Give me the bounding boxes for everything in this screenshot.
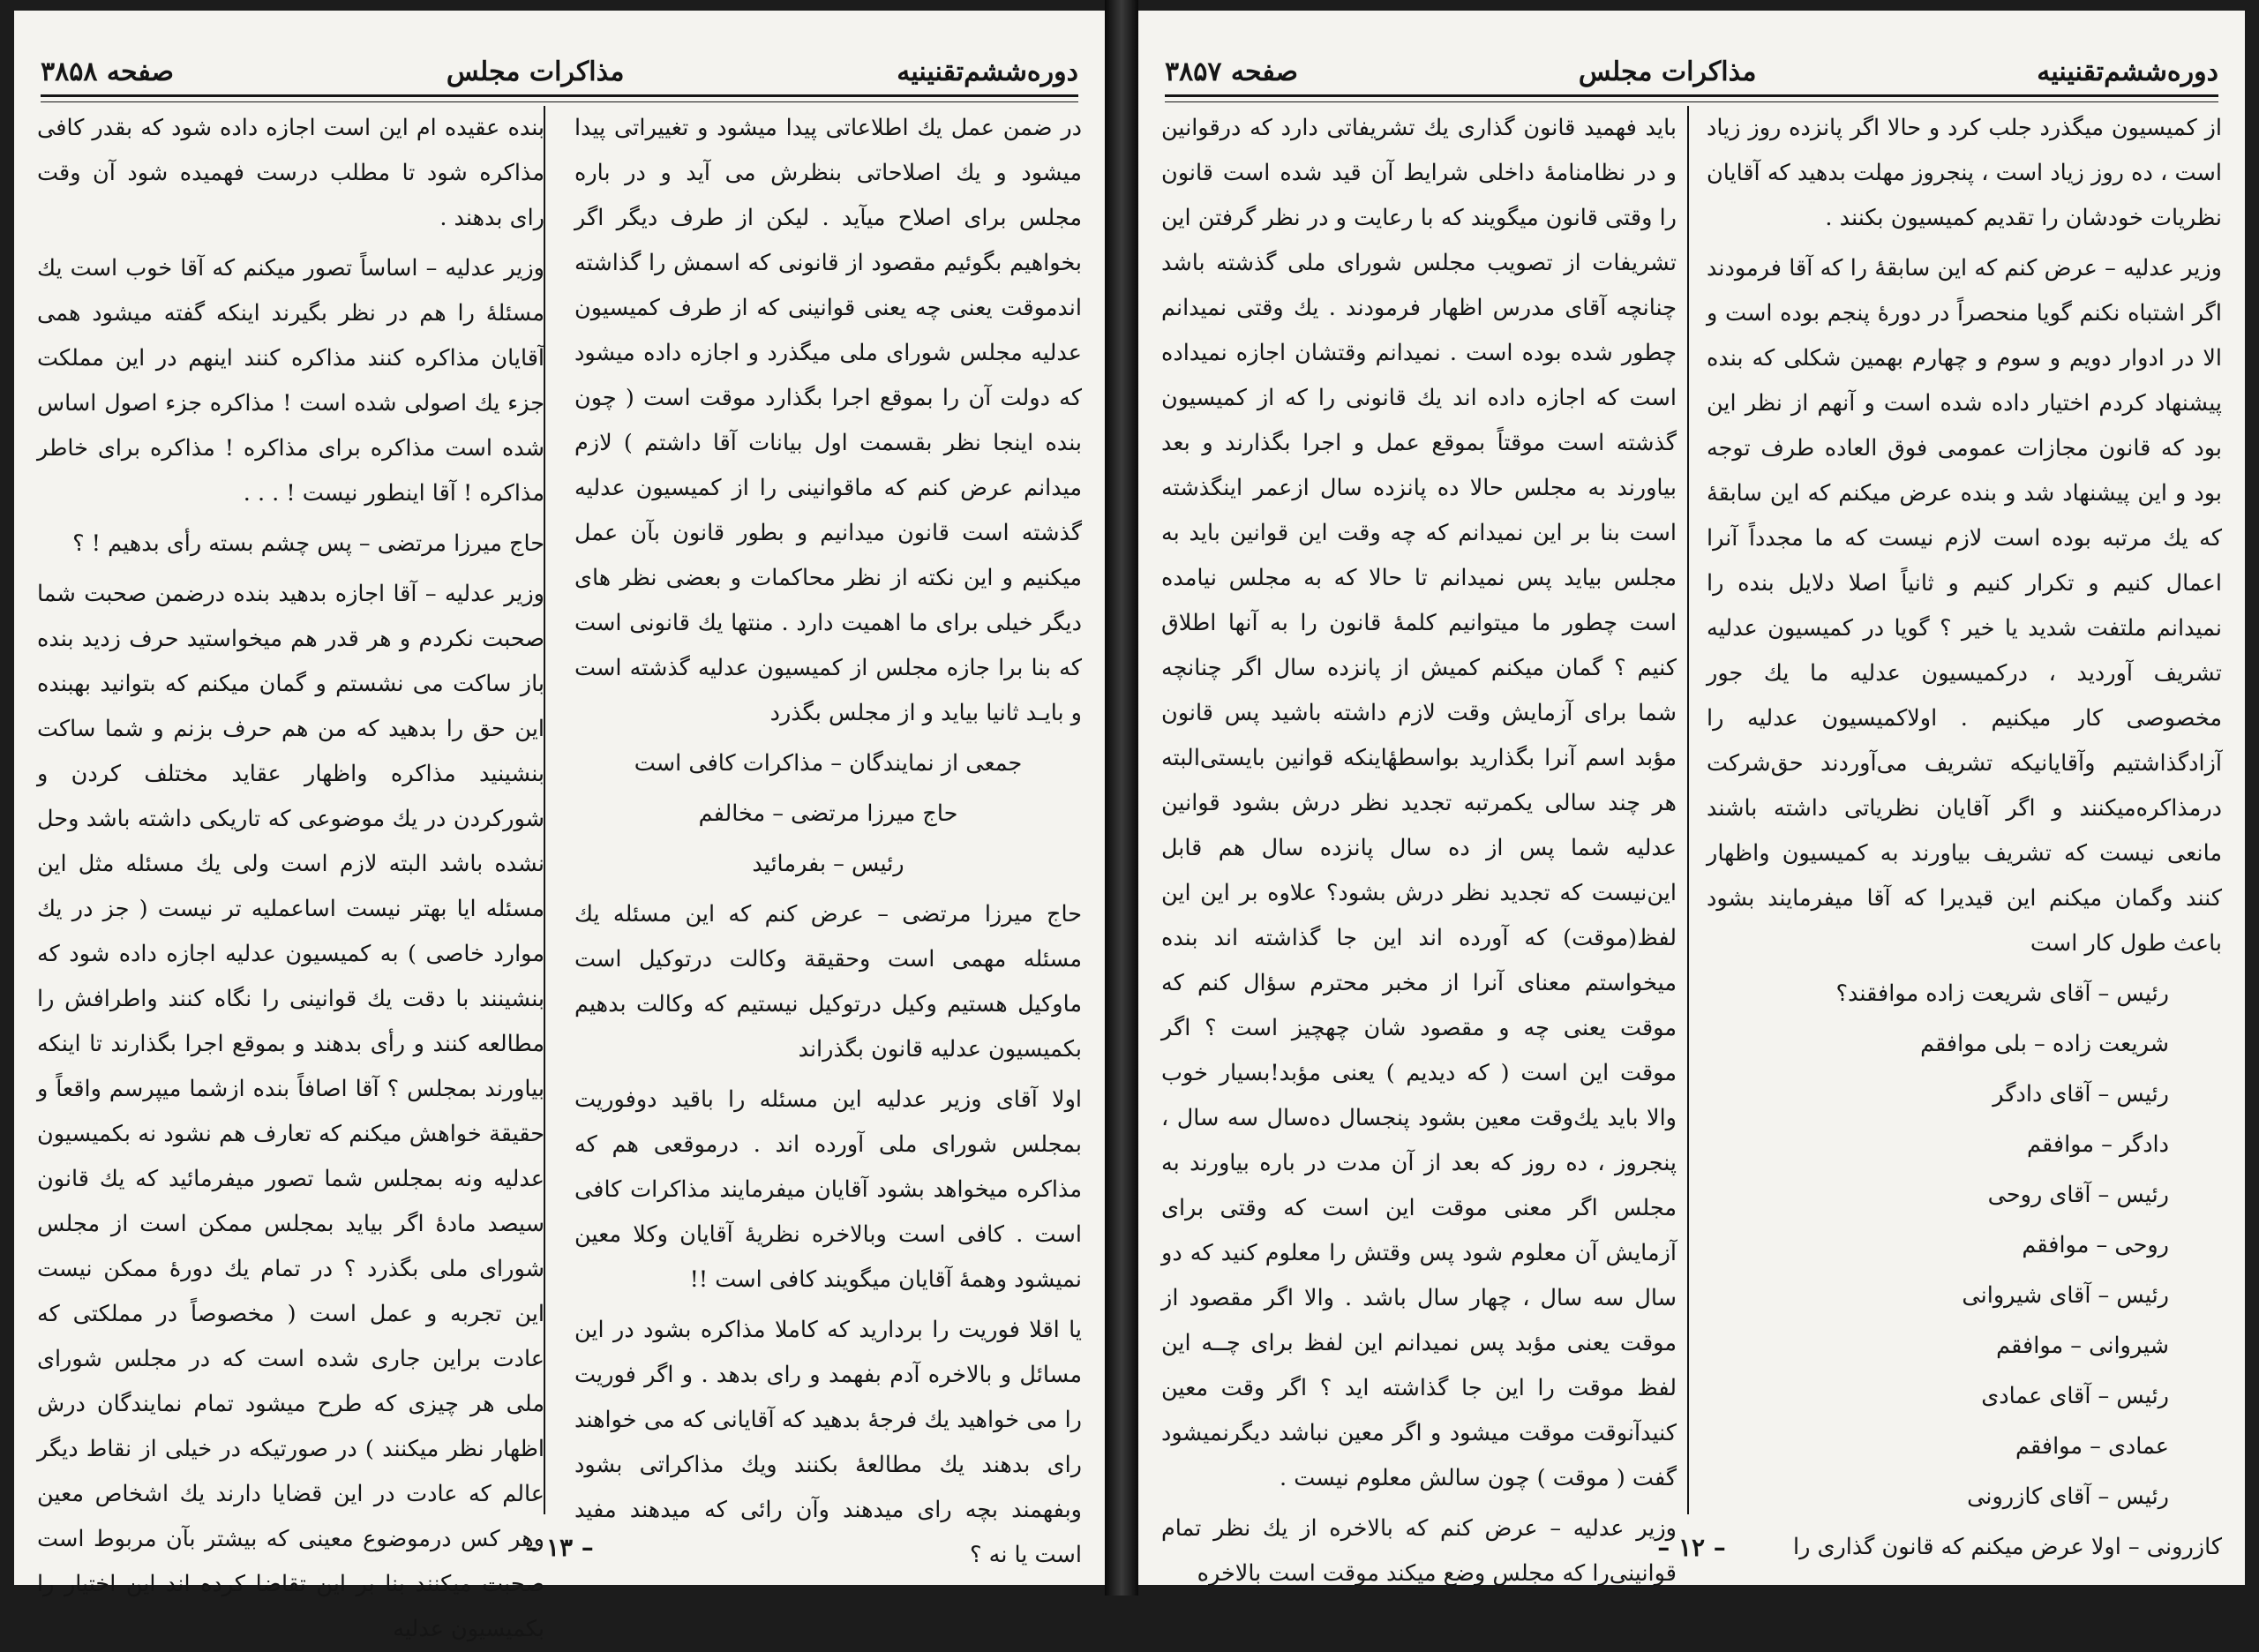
header-rule-thin [1165, 101, 2218, 102]
vote-line: رئیس – آقای شریعت زاده موافقند؟ [1835, 980, 2169, 1007]
vote-line: رئیس – آقای کازرونی [1967, 1483, 2169, 1510]
book-gutter [1105, 0, 1138, 1596]
page-number: صفحه ۳۸۵۷ [1165, 56, 1298, 87]
paragraph: اولا آقای وزیر عدلیه این مسئله را باقید دوفوریت بمجلس شورای ملی آورده اند . درموقعی هم که مذاکره میخواهد بشود آقایان میفرمایند مذاکرات کافی است . کافی است وبالاخره نظریهٔ آقایان وکلا معین نمیشود وهمهٔ آقایان میگویند کافی است !! [574, 1086, 1082, 1293]
paragraph: وزیر عدلیه – عرض کنم که بالاخره از یك نظر تمام قوانینی‌را که مجلس وضع میکند موقت است بالاخره [1161, 1515, 1677, 1587]
paragraph: از کمیسیون میگذرد جلب کرد و حالا اگر پانزده روز زیاد است ، ده روز زیاد است ، پنجروز مهلت بدهید که آقایان نظریات خودشان را تقدیم کمیسیون بکنند . [1707, 115, 2222, 231]
paragraph: حاج میرزا مرتضی – پس چشم بسته رأی بدهیم ! ؟ [72, 530, 544, 557]
right-page [1138, 11, 2245, 1585]
paragraph: حاج میرزا مرتضی – عرض کنم که این مسئله یك مسئله مهمی است وحقیقة وکالت درتوکیل است ماوکیل هستیم وکیل درتوکیل نیستیم که وکالت بدهیم بکمیسیون عدلیه قانون بگذراند [574, 901, 1082, 1063]
paragraph: وزیر عدلیه – عرض کنم که این سابقهٔ را که آقا فرمودند اگر اشتباه نکنم گویا منحصراً در دورهٔ پنجم بوده است و الا در ادوار دویم و سوم و چهارم بهمین شکلی که بنده پیشنهاد کردم اختیار داده شده است و آنهم از نظر این بود که قانون مجازات عمومی فوق العاده طرف توجه بود و این پیشنهاد شد و بنده عرض میکنم که این سابقهٔ که یك مرتبه بوده است لازم نیست که ما مجدداً آنرا اعمال کنیم و تکرار کنیم و ثانیاً اصلا دلایل بنده را نمیدانم ملتفت شدید یا خیر ؟ گویا در کمیسیون عدلیه تشریف آوردید ، درکمیسیون عدلیه ما یك جور مخصوصی کار میکنیم . اولاکمیسیون عدلیه را آزادگذاشتیم وآقایانیکه تشریف می‌آوردند حق‌شرکت درمذاکره‌میکنند و اگر آقایان نظریاتی داشته باشند مانعی نیست که تشریف بیاورند به کمیسیون واظهار کنند وگمان میکنم این قیدیرا که آقا میفرمایند بشود باعث طول کار است [1707, 255, 2222, 957]
paragraph: یا اقلا فوریت را بردارید که کاملا مذاکره بشود در این مسائل و بالاخره آدم بفهمد و رای بدهد . و اگر فوریت را می خواهید یك فرجهٔ بدهید که آقایانی که می خواهند رای بدهند یك مطالعهٔ بکنند ویك مذاکراتی بشود وبفهمند بچه رای میدهند وآن رائی که میدهند مفید است یا نه ؟ [574, 1317, 1082, 1568]
page-footer-number: – ۱۲ – [1657, 1533, 1726, 1562]
left-page-header [41, 49, 1078, 94]
left-page [14, 11, 1105, 1642]
paragraph: در ضمن عمل یك اطلاعاتی پیدا میشود و تغییراتی پیدا میشود و یك اصلاحاتی بنظرش می آید و در باره مجلس برای اصلاح میآید . لیکن از طرف دیگر اگر بخواهیم بگوئیم مقصود از قانونی که اسمش را گذاشته اندموقت یعنی چه یعنی قوانینی که از طرف کمیسیون عدلیه مجلس شورای ملی میگذرد و اجازه داده میشود که دولت آن را بموقع اجرا بگذارد موقت است ( چون بنده اینجا نظر بقسمت اول بیانات آقا داشتم ) لازم میدانم عرض کنم که ماقوانینی را از کمیسیون عدلیه گذشته است قانون میدانیم و بطور قانون بآن عمل میکنیم و این نکته از نظر محاکمات و بعضی نظر های دیگر خیلی برای ما اهمیت دارد . منتها یك قانونی است که بنا برا جازه مجلس از کمیسیون عدلیه گذشته است و بایـد ثانیا بیاید و از مجلس بگذرد [574, 115, 1082, 726]
column-left [37, 106, 544, 1642]
page-title: مذاکرات مجلس [446, 56, 625, 87]
session-label: دوره‌ششم‌تقنینیه [897, 56, 1078, 87]
vote-line: شیروانی – موافقم [1996, 1333, 2169, 1359]
column-right [574, 106, 1082, 1568]
vote-line: رئیس – آقای روحی [1987, 1182, 2169, 1208]
paragraph: وزیر عدلیه – آقا اجازه بدهید بنده درضمن صحبت شما صحبت نکردم و هر قدر هم میخواستید حرف زدید بنده باز ساکت می نشستم و گمان میکنم که بتوانید بهبنده این حق را بدهید که من هم حرف بزنم و شما ساکت بنشینید مذاکره واظهار عقاید مختلف کردن و شورکردن در یك موضوعی که تاریکی داشته باشد وحل نشده باشد البته لازم است ولی یك مسئله مثل این مسئله ایا بهتر نیست اساعملیه تر نیست ( جز در یك موارد خاصی ) به کمیسیون عدلیه اجازه داده شود که بنشینند با دقت یك قوانینی را نگاه کنند واطرافش را مطالعه کنند و رأی بدهند و بموقع اجرا بگذارند تا اینکه بیاورند بمجلس ؟ آقا اصافاً بنده ازشما میپرسم واقعاً و حقیقة خواهش میکنم که تعارف هم نشود نه بکمیسیون عدلیه ونه بمجلس شما تصور میفرمائید که یك قانون سیصد مادهٔ اگر بیاید بمجلس ممکن است از مجلس شورای ملی بگذرد ؟ در تمام یك دورهٔ ممکن نیست این تجربه و عمل است ( مخصوصاً در مملکتی که عادت براین جاری شده است که در مجلس شورای ملی هر چیزی که طرح میشود تمام نمایندگان درش اظهار نظر میکنند ) در صورتیکه در خیلی از نقاط دیگر عالم که عادت در این قضایا دارند یك اشخاص معین وهر کس درموضوع معینی که بیشتر بآن مربوط است صحبت میکنند بنا بر این تقاضا کرده اند این اختیار را بکمیسیون عدلیه [37, 581, 544, 1642]
header-rule [41, 94, 1078, 97]
page-number: صفحه ۳۸۵۸ [41, 56, 174, 87]
vote-line: رئیس – آقای شیروانی [1962, 1282, 2169, 1309]
vote-line: رئیس – آقای عمادی [1981, 1383, 2169, 1409]
paragraph: حاج میرزا مرتضی – مخالفم [698, 800, 958, 827]
right-page-header [1165, 49, 2218, 94]
page-footer-number: – ۱۳ – [525, 1533, 594, 1562]
paragraph: بنده عقیده ام این است اجازه داده شود که بقدر کافی مذاکره شود تا مطلب درست فهمیده شود آن وقت رای بدهند . [37, 115, 544, 231]
vote-line: کازرونی – اولا عرض میکنم که قانون گذاری را [1792, 1534, 2222, 1560]
vote-list [1707, 972, 2222, 1570]
vote-line: روحی – موافقم [2022, 1232, 2169, 1258]
header-rule [1165, 94, 2218, 97]
column-right [1707, 106, 2222, 1560]
session-label: دوره‌ششم‌تقنینیه [2037, 56, 2218, 87]
column-left [1161, 106, 1677, 1587]
header-rule-thin [41, 101, 1078, 102]
page-title: مذاکرات مجلس [1578, 56, 1757, 87]
vote-line: عمادی – موافقم [2015, 1433, 2169, 1460]
vote-line: دادگر – موافقم [2027, 1131, 2169, 1158]
vote-line: رئیس – آقای دادگر [1993, 1081, 2169, 1108]
paragraph: رئیس – بفرمائید [752, 851, 904, 877]
paragraph: جمعی از نمایندگان – مذاکرات کافی است [634, 750, 1023, 777]
paragraph: وزیر عدلیه – اساساً تصور میکنم که آقا خوب است یك مسئلهٔ را هم در نظر بگیرند اینکه گفته میشود همی آقایان مذاکره کنند مذاکره کنند اینهم در این مملکت جزء یك اصولی شده است ! مذاکره جزء اصول اساس شده است مذاکره برای مذاکره ! مذاکره برای خاطر مذاکره ! آقا اینطور نیست ! . . . [37, 255, 544, 507]
vote-line: شریعت زاده – بلی موافقم [1920, 1031, 2169, 1057]
paragraph: باید فهمید قانون گذاری یك تشریفاتی دارد که درقوانین و در نظامنامهٔ داخلی شرایط آن قید شده است قانون را وقتی قانون میگویند که با رعایت و در نظر گرفتن این تشریفات از تصویب مجلس شورای ملی گذشته باشد چنانچه آقای مدرس اظهار فرمودند . یك وقتی نمیدانم چطور شده بوده است . نمیدانم وقتشان اجازه نمیداده است که اجازه داده اند یك قانونی را که از کمیسیون گذشته است موقتاً بموقع عمل و اجرا بگذارند و بعد بیاورند به مجلس حالا ده پانزده سال ازعمر اینگذشته است بنا بر این نمیدانم که چه وقت این قوانین باید به مجلس بیاید پس نمیدانم تا حالا که به مجلس نیامده است چطور ما میتوانیم کلمهٔ قانون را به آنها اطلاق کنیم ؟ گمان میکنم کمیش از پانزده سال اگر چنانچه شما برای آزمایش وقت لازم داشته باشید پس قانون مؤبد اسم آنرا بگذارید بواسطهٔاینکه قوانین بایستی‌البته هر چند سالی یکمرتبه تجدید نظر درش بشود قوانین عدلیه شما پس از ده سال پانزده سال هم قابل این‌نیست که تجدید نظر درش بشود؟ علاوه بر این این لفظ(موقت) که آورده اند این جا گذاشته اند بنده میخواستم معنای آنرا از مخبر محترم سؤال کنم که موقت یعنی چه و مقصود شان چهچیز است ؟ اگر موقت این است ( که دیدیم ) یعنی مؤبد!بسیار خوب والا باید یك‌وقت معین بشود پنجسال ده‌سال سه سال ، پنجروز ، ده روز که بعد از آن مدت در باره بیاورند به مجلس اگر معنی موقت این است که وقتی برای آزمایش آن معلوم شود پس وقتش را معلوم کنید که دو سال سه سال ، چهار سال باشد . والا اگر مقصود از موقت یعنی مؤبد پس نمیدانم این لفظ برای چــه این لفظ موقت را این جا گذاشته اید ؟ اگر وقت معین کنیدآنوقت موقت میشود و اگر معین نباشد دیگرنمیشود گفت ( موقت ) چون سالش معلوم نیست . [1161, 115, 1677, 1491]
